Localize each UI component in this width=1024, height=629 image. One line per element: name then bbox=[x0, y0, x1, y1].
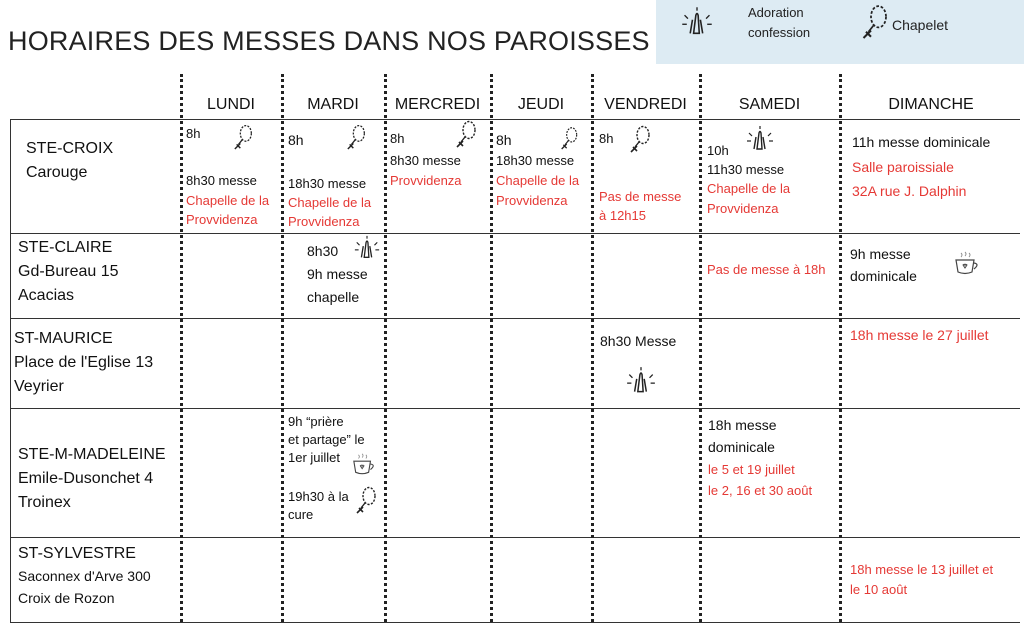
cell-stecroix-samedi-place2: Provvidenza bbox=[707, 201, 779, 216]
cell-stecroix-vendredi-note1: Pas de messe bbox=[599, 189, 682, 204]
cell-madeleine-samedi-messe: 18h messe bbox=[708, 417, 777, 433]
table-left-border bbox=[10, 119, 11, 622]
cell-steclaire-mardi-messe: 9h messe bbox=[307, 266, 368, 282]
legend-chapelet-label: Chapelet bbox=[892, 17, 949, 33]
cell-madeleine-samedi-dates2: le 2, 16 et 30 août bbox=[708, 483, 813, 498]
cell-stecroix-jeudi-messe: 18h30 messe bbox=[496, 153, 575, 168]
cell-stmaurice-vendredi-messe: 8h30 Messe bbox=[600, 333, 677, 349]
day-header-dimanche: DIMANCHE bbox=[888, 96, 974, 113]
legend-adoration-label: Adoration bbox=[748, 5, 804, 20]
cell-stecroix-mardi-time: 8h bbox=[288, 132, 304, 148]
cell-stecroix-mercredi-messe: 8h30 messe bbox=[390, 153, 461, 168]
cell-madeleine-mardi-line5: cure bbox=[288, 507, 314, 522]
column-divider bbox=[699, 74, 702, 622]
column-divider bbox=[839, 74, 842, 622]
cell-stecroix-samedi-time: 10h bbox=[707, 143, 729, 158]
column-divider bbox=[180, 74, 183, 622]
cell-steclaire-mardi-time: 8h30 bbox=[307, 243, 339, 259]
parish-name-ste-croix bbox=[26, 137, 113, 185]
row-separator bbox=[10, 233, 1020, 234]
rosary-icon bbox=[628, 125, 654, 155]
parish-title: ST-MAURICE bbox=[14, 330, 113, 347]
praying-hands-icon bbox=[625, 366, 657, 396]
parish-address: Saconnex d'Arve 300 bbox=[18, 568, 151, 584]
cell-stecroix-vendredi-note2: à 12h15 bbox=[599, 208, 646, 223]
cell-stecroix-dimanche-place1: Salle paroissiale bbox=[852, 159, 954, 175]
cell-madeleine-mardi-line4: 19h30 à la bbox=[288, 489, 349, 504]
cell-stsylvestre-dimanche-line1: 18h messe le 13 juillet et bbox=[850, 562, 994, 577]
day-header-mercredi: MERCREDI bbox=[394, 96, 481, 113]
parish-place: Acacias bbox=[18, 287, 75, 304]
rosary-icon bbox=[233, 124, 255, 152]
rosary-icon bbox=[346, 124, 368, 152]
cell-madeleine-samedi-dates1: le 5 et 19 juillet bbox=[708, 462, 795, 477]
day-header-jeudi: JEUDI bbox=[517, 96, 565, 113]
column-divider bbox=[490, 74, 493, 622]
cell-madeleine-mardi-line1: 9h “prière bbox=[288, 414, 344, 429]
cell-stecroix-jeudi-place2: Provvidenza bbox=[496, 193, 568, 208]
cell-stecroix-lundi-place2: Provvidenza bbox=[186, 212, 258, 227]
cell-madeleine-mardi-line2: et partage” le bbox=[288, 432, 365, 447]
row-separator bbox=[10, 318, 1020, 319]
day-header-lundi: LUNDI bbox=[206, 96, 255, 113]
parish-address: Emile-Dusonchet 4 bbox=[18, 470, 154, 487]
row-separator bbox=[10, 408, 1020, 409]
day-header-samedi: SAMEDI bbox=[738, 96, 801, 113]
cell-madeleine-mardi-line3: 1er juillet bbox=[288, 450, 341, 465]
parish-place: Veyrier bbox=[14, 378, 64, 395]
cell-stmaurice-dimanche-messe: 18h messe le 27 juillet bbox=[850, 327, 989, 343]
day-header-vendredi: VENDREDI bbox=[604, 96, 687, 113]
cell-stecroix-dimanche-place2: 32A rue J. Dalphin bbox=[852, 183, 967, 199]
rosary-icon bbox=[455, 120, 479, 150]
parish-title: STE-M-MADELEINE bbox=[18, 446, 166, 463]
parish-title: ST-SYLVESTRE bbox=[18, 545, 136, 562]
rosary-icon bbox=[560, 126, 580, 152]
cell-stecroix-mardi-place1: Chapelle de la bbox=[288, 195, 372, 210]
parish-name-st-maurice bbox=[14, 327, 153, 399]
cell-stecroix-dimanche-messe: 11h messe dominicale bbox=[852, 134, 991, 150]
day-header-mardi: MARDI bbox=[307, 96, 359, 113]
row-separator bbox=[10, 622, 1020, 623]
row-separator bbox=[10, 119, 1020, 120]
legend-confession-label: confession bbox=[748, 25, 811, 40]
cell-stecroix-jeudi-place1: Chapelle de la bbox=[496, 173, 580, 188]
cell-stecroix-samedi-messe: 11h30 messe bbox=[707, 162, 785, 177]
parish-name-ste-claire bbox=[18, 236, 119, 308]
parish-place: Troinex bbox=[18, 494, 71, 511]
cell-steclaire-samedi-note: Pas de messe à 18h bbox=[707, 262, 826, 277]
coffee-cup-icon bbox=[350, 452, 378, 476]
cell-stecroix-samedi-place1: Chapelle de la bbox=[707, 181, 791, 196]
legend-box bbox=[656, 0, 1024, 64]
cell-stecroix-jeudi-time: 8h bbox=[496, 132, 512, 148]
cell-stecroix-mardi-messe: 18h30 messe bbox=[288, 176, 367, 191]
cell-stsylvestre-dimanche-line2: le 10 août bbox=[850, 582, 908, 597]
column-divider bbox=[384, 74, 387, 622]
rosary-icon bbox=[355, 486, 379, 516]
cell-stecroix-lundi-time: 8h bbox=[186, 126, 201, 141]
cell-stecroix-vendredi-time: 8h bbox=[599, 131, 614, 146]
cell-stecroix-lundi-place1: Chapelle de la bbox=[186, 193, 270, 208]
parish-name-st-sylvestre bbox=[18, 543, 151, 609]
praying-hands-icon bbox=[745, 124, 775, 154]
cell-stecroix-mardi-place2: Provvidenza bbox=[288, 214, 360, 229]
parish-title: STE-CLAIRE bbox=[18, 239, 113, 256]
cell-stecroix-lundi-messe: 8h30 messe bbox=[186, 173, 257, 188]
parish-address: Gd-Bureau 15 bbox=[18, 263, 119, 280]
coffee-cup-icon bbox=[952, 250, 982, 276]
parish-title: STE-CROIX bbox=[26, 140, 114, 157]
cell-stecroix-mercredi-time: 8h bbox=[390, 131, 405, 146]
parish-place: Croix de Rozon bbox=[18, 590, 115, 606]
cell-madeleine-samedi-type: dominicale bbox=[708, 439, 775, 455]
cell-stecroix-mercredi-place: Provvidenza bbox=[390, 173, 462, 188]
parish-place: Carouge bbox=[26, 164, 88, 181]
row-separator bbox=[10, 537, 1020, 538]
cell-steclaire-dimanche-type: dominicale bbox=[850, 268, 917, 284]
parish-address: Place de l'Eglise 13 bbox=[14, 354, 154, 371]
parish-name-ste-m-madeleine bbox=[18, 443, 166, 515]
praying-hands-icon bbox=[353, 234, 381, 262]
column-divider bbox=[591, 74, 594, 622]
cell-steclaire-mardi-place: chapelle bbox=[307, 289, 360, 305]
cell-steclaire-dimanche-messe: 9h messe bbox=[850, 246, 911, 262]
page-title: HORAIRES DES MESSES DANS NOS PAROISSES bbox=[8, 26, 650, 56]
column-divider bbox=[281, 74, 284, 622]
